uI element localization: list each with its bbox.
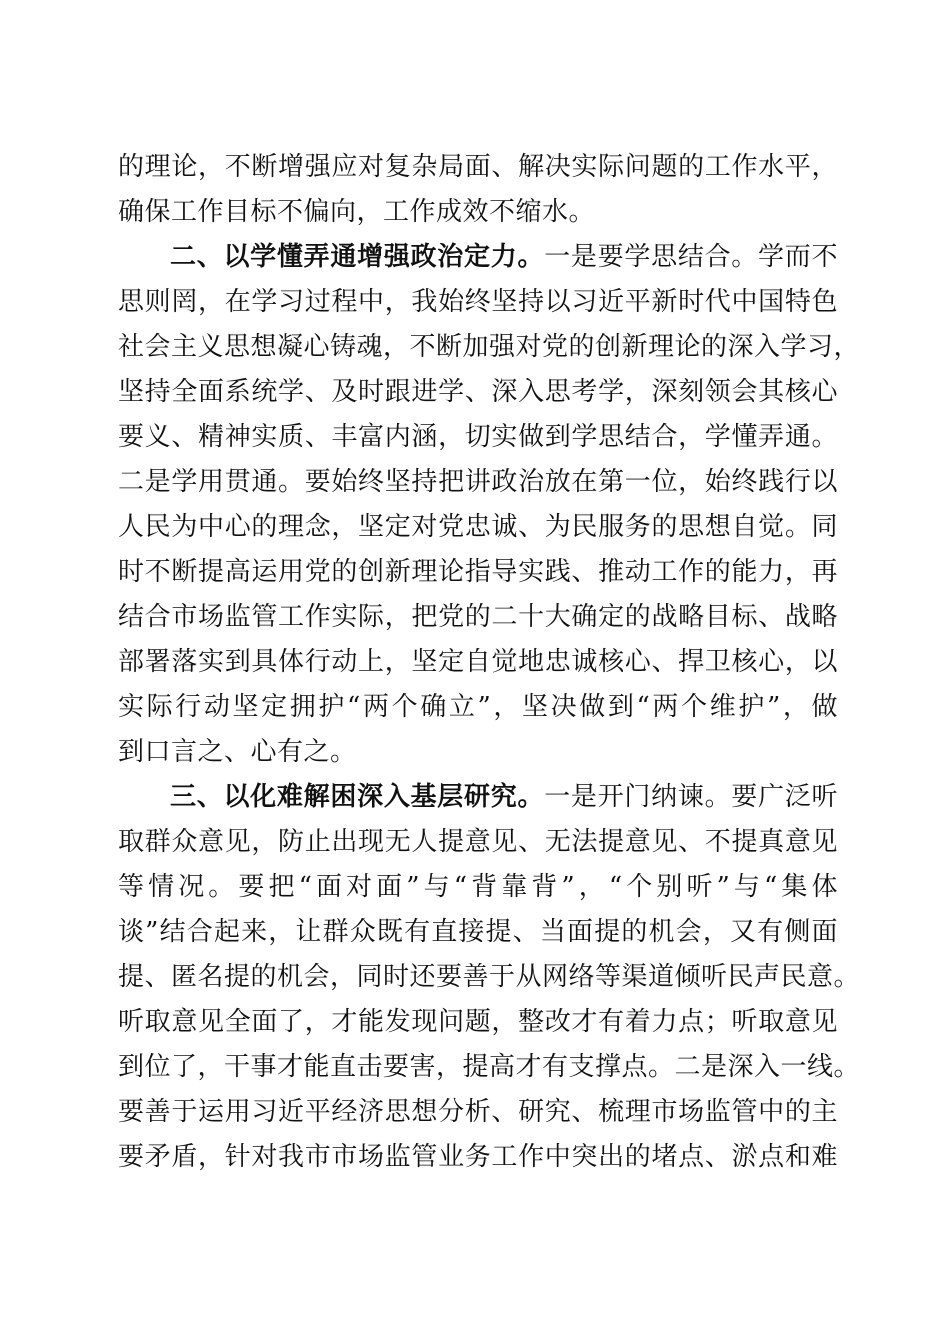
text-line: 坚持全面系统学、及时跟进学、深入思考学，深刻领会其核心 (118, 377, 838, 407)
text-line: 取群众意见，防止出现无人提意见、无法提意见、不提真意见 (118, 827, 838, 857)
section-three-line (170, 782, 838, 812)
text-line: 的理论，不断增强应对复杂局面、解决实际问题的工作水平， (118, 152, 838, 182)
text-line: 到位了，干事才能直击要害，提高才有支撑点。二是深入一线。 (118, 1052, 861, 1082)
text-line: 思则罔，在学习过程中，我始终坚持以习近平新时代中国特色 (118, 287, 838, 317)
section-two-line (170, 242, 838, 272)
text-line: 要矛盾，针对我市市场监管业务工作中突出的堵点、淤点和难 (118, 1142, 838, 1172)
text-line: 听取意见全面了，才能发现问题，整改才有着力点；听取意见 (118, 1007, 838, 1037)
text-line: 要善于运用习近平经济思想分析、研究、梳理市场监管中的主 (118, 1097, 838, 1127)
text-line: 谈”结合起来，让群众既有直接提、当面提的机会，又有侧面 (118, 917, 838, 947)
text-line: 到口言之、心有之。 (118, 737, 357, 767)
text-line: 实际行动坚定拥护“两个确立”，坚决做到“两个维护”，做 (118, 692, 838, 722)
text-line: 社会主义思想凝心铸魂，不断加强对党的创新理论的深入学习， (118, 332, 861, 362)
text-line: 要义、精神实质、丰富内涵，切实做到学思结合，学懂弄通。 (118, 422, 838, 452)
text-span: 一是要学思结合。学而不 (544, 242, 838, 272)
text-line: 人民为中心的理念，坚定对党忠诚、为民服务的思想自觉。同 (118, 512, 838, 542)
text-line: 提、匿名提的机会，同时还要善于从网络等渠道倾听民声民意。 (118, 962, 861, 992)
text-line: 二是学用贯通。要始终坚持把讲政治放在第一位，始终践行以 (118, 467, 838, 497)
section-heading: 二、以学懂弄通增强政治定力。 (170, 242, 545, 272)
text-span: 一是开门纳谏。要广泛听 (544, 782, 838, 812)
text-line: 等情况。要把“面对面”与“背靠背”，“个别听”与“集体 (118, 872, 838, 902)
text-line: 确保工作目标不偏向，工作成效不缩水。 (118, 197, 596, 227)
text-line: 时不断提高运用党的创新理论指导实践、推动工作的能力，再 (118, 557, 838, 587)
text-line: 结合市场监管工作实际，把党的二十大确定的战略目标、战略 (118, 602, 838, 632)
text-line: 部署落实到具体行动上，坚定自觉地忠诚核心、捍卫核心，以 (118, 647, 838, 677)
section-heading: 三、以化难解困深入基层研究。 (170, 782, 545, 812)
